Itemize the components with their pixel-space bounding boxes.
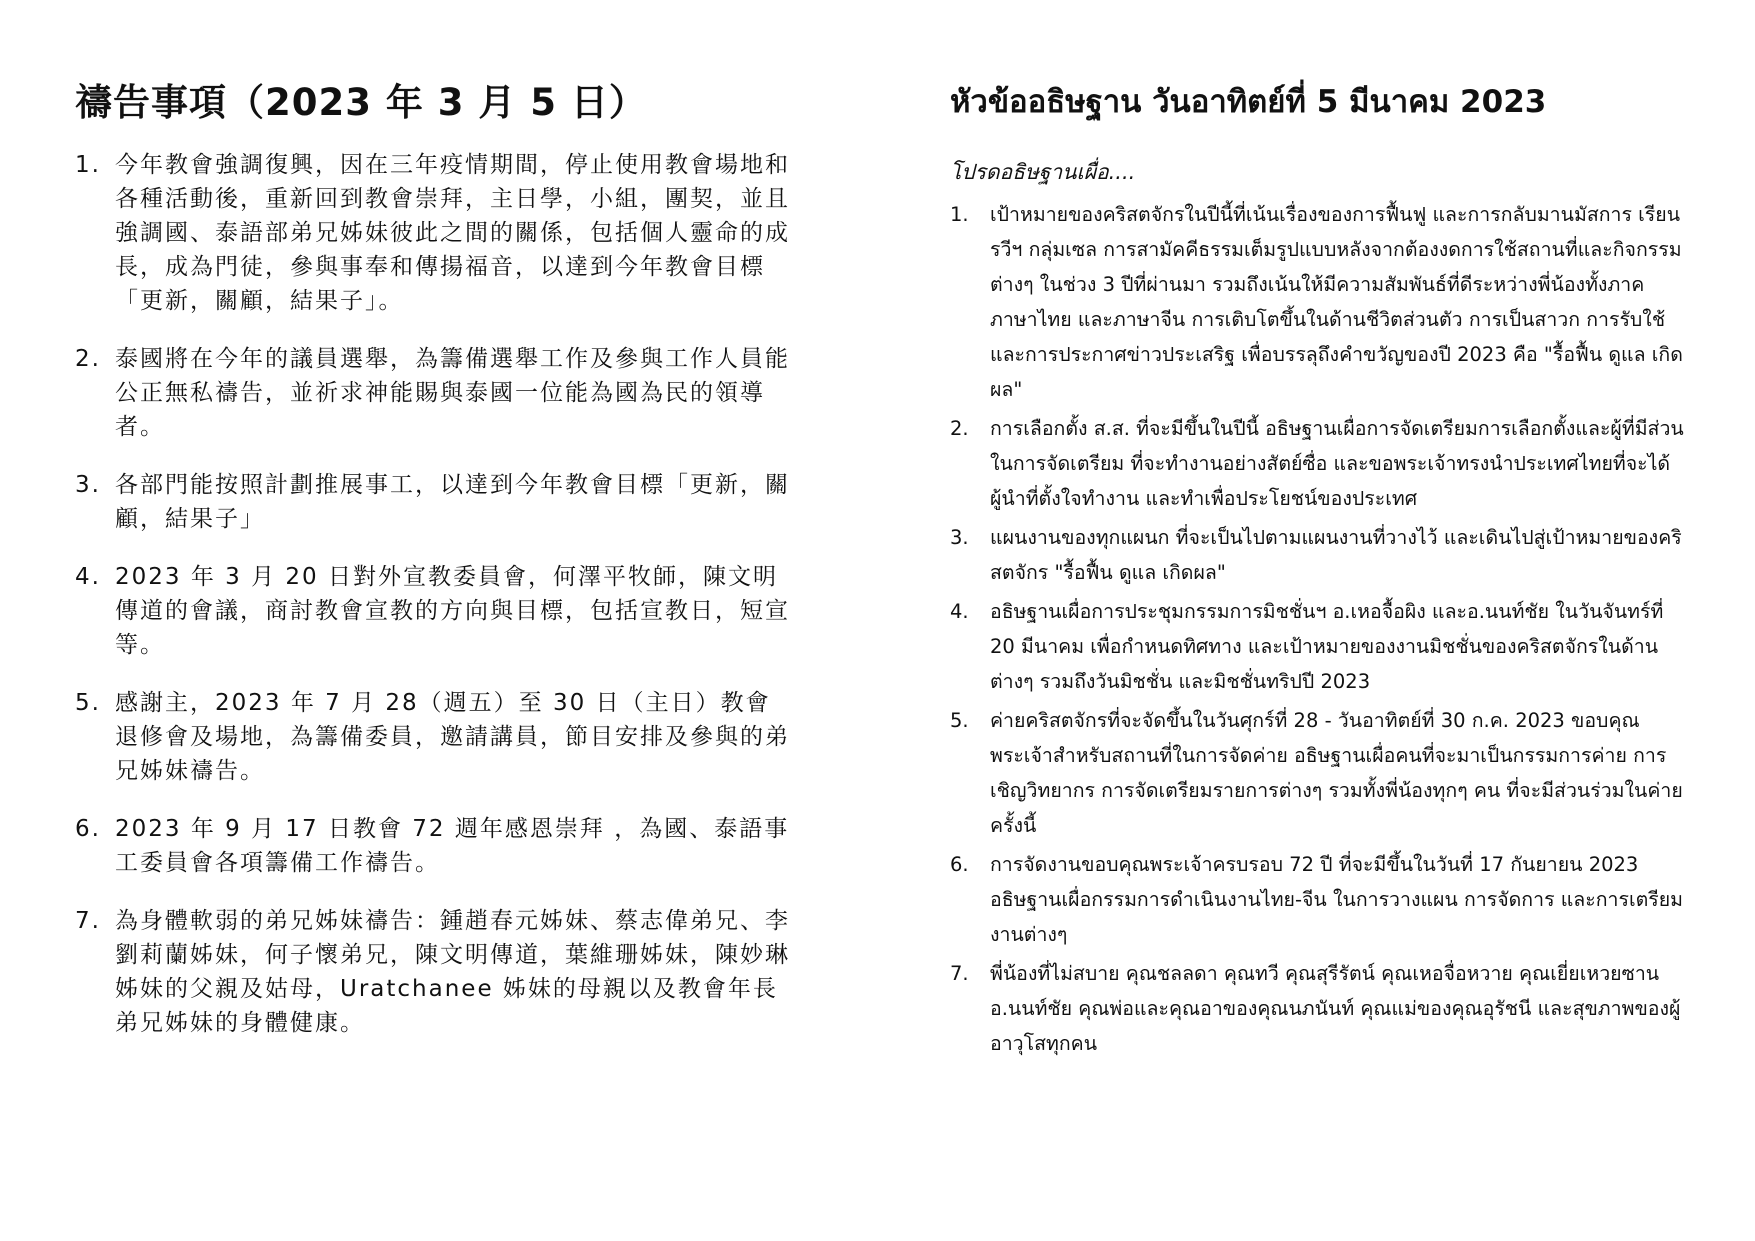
item-number: 5. bbox=[950, 709, 969, 732]
item-number: 6. bbox=[75, 816, 101, 842]
item-number: 1. bbox=[75, 152, 101, 178]
item-number: 4. bbox=[950, 600, 969, 623]
item-text: พี่น้องที่ไม่สบาย คุณชลลดา คุณทวี คุณสุรีรัตน์ คุณเหอจื่อหวาย คุณเยี่ยเหวยซาน อ.นนท์ชัย คุณพ่อและคุณอาของคุณนภนันท์ คุณแม่ของคุณอุรัชนี และสุขภาพของผู้อาวุโสทุกคน bbox=[990, 962, 1681, 1055]
item-number: 2. bbox=[950, 417, 969, 440]
list-item bbox=[950, 197, 1690, 407]
thai-prayer-list bbox=[950, 197, 1690, 1065]
item-number: 3. bbox=[950, 526, 969, 549]
item-number: 2. bbox=[75, 346, 101, 372]
item-number: 5. bbox=[75, 690, 101, 716]
list-item bbox=[950, 847, 1690, 952]
chinese-prayer-list bbox=[75, 148, 795, 1064]
item-text: ค่ายคริสตจักรที่จะจัดขึ้นในวันศุกร์ที่ 28 - วันอาทิตย์ที่ 30 ก.ค. 2023 ขอบคุณพระเจ้าสำหรับสถานที่ในการจัดค่าย อธิษฐานเผื่อคนที่จะมาเป็นกรรมการค่าย การเชิญวิทยากร การจัดเตรียมรายการต่างๆ รวมทั้งพี่น้องทุกๆ คน ที่จะมีส่วนร่วมในค่ายครั้งนี้ bbox=[990, 709, 1683, 837]
list-item bbox=[75, 560, 795, 662]
list-item bbox=[950, 703, 1690, 843]
item-text: 2023 年 9 月 17 日教會 72 週年感恩崇拜 ，為國、泰語事工委員會各項籌備工作禱告。 bbox=[115, 816, 790, 876]
item-text: การจัดงานขอบคุณพระเจ้าครบรอบ 72 ปี ที่จะมีขึ้นในวันที่ 17 กันยายน 2023 อธิษฐานเผื่อกรรมการดำเนินงานไทย-จีน ในการวางแผน การจัดการ และการเตรียมงานต่างๆ bbox=[990, 853, 1684, 946]
item-number: 6. bbox=[950, 853, 969, 876]
item-text: 2023 年 3 月 20 日對外宣教委員會，何澤平牧師，陳文明傳道的會議，商討教會宣教的方向與目標，包括宣教日，短宣等。 bbox=[115, 564, 790, 658]
list-item bbox=[75, 468, 795, 536]
item-text: แผนงานของทุกแผนก ที่จะเป็นไปตามแผนงานที่วางไว้ และเดินไปสู่เป้าหมายของคริสตจักร "รื้อฟื้น ดูแล เกิดผล" bbox=[990, 526, 1682, 584]
list-item bbox=[950, 411, 1690, 516]
item-number: 3. bbox=[75, 472, 101, 498]
list-item bbox=[75, 812, 795, 880]
list-item bbox=[950, 520, 1690, 590]
item-text: อธิษฐานเผื่อการประชุมกรรมการมิชชั่นฯ อ.เหอจื้อผิง และอ.นนท์ชัย ในวันจันทร์ที่ 20 มีนาคม เพื่อกำหนดทิศทาง และเป้าหมายของงานมิชชั่นของคริสตจักรในด้านต่างๆ รวมถึงวันมิชชั่น และมิชชั่นทริปปี 2023 bbox=[990, 600, 1664, 693]
item-text: 泰國將在今年的議員選舉，為籌備選舉工作及參與工作人員能公正無私禱告，並祈求神能賜與泰國一位能為國為民的領導者。 bbox=[115, 346, 790, 440]
item-number: 1. bbox=[950, 203, 969, 226]
item-text: 各部門能按照計劃推展事工，以達到今年教會目標「更新，關顧，結果子」 bbox=[115, 472, 790, 532]
chinese-page-title: 禱告事項（2023 年 3 月 5 日） bbox=[75, 81, 647, 124]
thai-page-title: หัวข้ออธิษฐาน วันอาทิตย์ที่ 5 มีนาคม 2023 bbox=[950, 84, 1547, 120]
list-item bbox=[950, 956, 1690, 1061]
item-text: 今年教會強調復興，因在三年疫情期間，停止使用教會場地和各種活動後，重新回到教會崇拜，主日學，小組，團契，並且強調國、泰語部弟兄姊妹彼此之間的關係，包括個人靈命的成長，成為門徒，參與事奉和傳揚福音，以達到今年教會目標「更新，關顧，結果子」。 bbox=[115, 152, 790, 314]
item-number: 7. bbox=[75, 908, 101, 934]
list-item bbox=[950, 594, 1690, 699]
item-text: เป้าหมายของคริสตจักรในปีนี้ที่เน้นเรื่องของการฟื้นฟู และการกลับมานมัสการ เรียนรวีฯ กลุ่มเซล การสามัคคีธรรมเต็มรูปแบบหลังจากต้องงดการใช้สถานที่และกิจกรรมต่างๆ ในช่วง 3 ปีที่ผ่านมา รวมถึงเน้นให้มีความสัมพันธ์ที่ดีระหว่างพี่น้องทั้งภาคภาษาไทย และภาษาจีน การเติบโตขึ้นในด้านชีวิตส่วนตัว การเป็นสาวก การรับใช้ และการประกาศข่าวประเสริฐ เพื่อบรรลุถึงคำขวัญของปี 2023 คือ "รื้อฟื้น ดูแล เกิดผล" bbox=[990, 203, 1683, 401]
list-item bbox=[75, 686, 795, 788]
thai-intro-text: โปรดอธิษฐานเผื่อ.... bbox=[950, 160, 1136, 184]
item-number: 7. bbox=[950, 962, 969, 985]
list-item bbox=[75, 342, 795, 444]
list-item bbox=[75, 904, 795, 1040]
item-text: 感謝主，2023 年 7 月 28（週五）至 30 日（主日）教會退修會及場地，為籌備委員，邀請講員，節目安排及參與的弟兄姊妹禱告。 bbox=[115, 690, 790, 784]
item-number: 4. bbox=[75, 564, 101, 590]
item-text: การเลือกตั้ง ส.ส. ที่จะมีขึ้นในปีนี้ อธิษฐานเผื่อการจัดเตรียมการเลือกตั้งและผู้ที่มีส่วนในการจัดเตรียม ที่จะทำงานอย่างสัตย์ซื่อ และขอพระเจ้าทรงนำประเทศไทยที่จะได้ผู้นำที่ตั้งใจทำงาน และทำเพื่อประโยชน์ของประเทศ bbox=[990, 417, 1684, 510]
item-text: 為身體軟弱的弟兄姊妹禱告：鍾趙春元姊妹、蔡志偉弟兄、李劉莉蘭姊妹，何子懷弟兄，陳文明傳道，葉維珊姊妹，陳妙琳姊妹的父親及姑母，Uratchanee 姊妹的母親以及教會年長弟兄姊妹的身體健康。 bbox=[115, 908, 790, 1036]
list-item bbox=[75, 148, 795, 318]
